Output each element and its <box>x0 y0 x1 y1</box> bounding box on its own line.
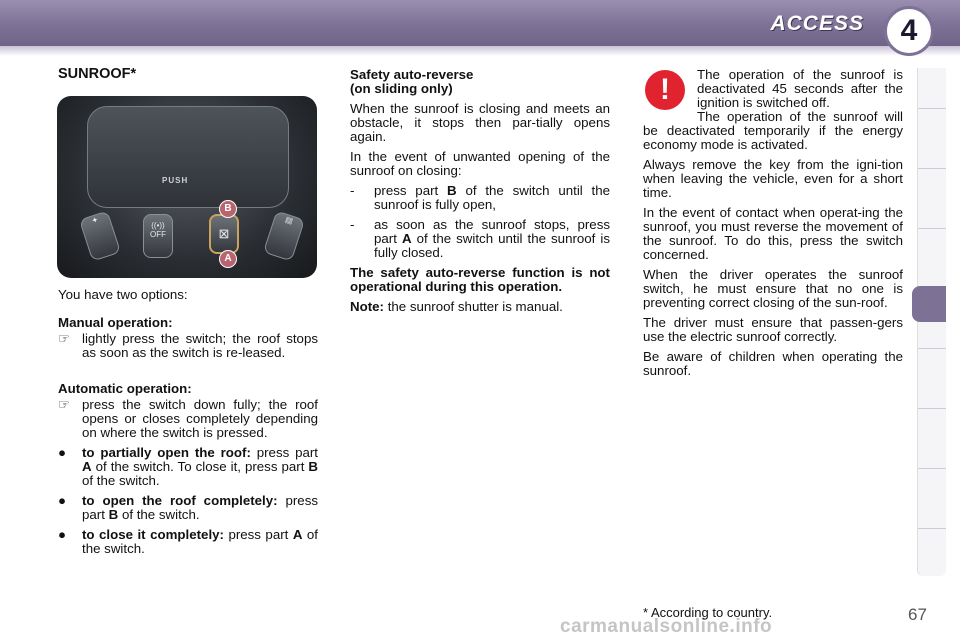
part-letter: B <box>447 183 457 198</box>
paragraph: The driver must ensure that passen-gers use the electric sunroof correctly. <box>643 315 903 344</box>
item-text: of the switch until the sunroof is fully open, <box>374 183 611 212</box>
sidebar-tab-divider <box>918 348 946 349</box>
note-paragraph <box>350 300 610 314</box>
item-text: press part <box>256 445 318 460</box>
header-divider <box>0 46 960 56</box>
marker-b: B <box>219 200 237 218</box>
page-number: 67 <box>908 605 927 624</box>
item-label: to close it completely: <box>82 527 224 542</box>
sidebar-tab-divider <box>918 228 946 229</box>
alarm-off-switch <box>143 214 173 258</box>
automatic-bullet-text: press the switch down fully; the roof opens or closes completely depending on where the switch is pressed. <box>82 397 318 440</box>
note-label: Note: <box>350 299 384 314</box>
bullet-dot-icon: ● <box>58 493 67 508</box>
right-column-top <box>697 68 903 114</box>
left-column <box>58 288 318 562</box>
push-label: PUSH <box>162 176 189 185</box>
warning-exclamation-icon: ! <box>645 70 685 110</box>
manual-heading: Manual operation: <box>58 315 173 330</box>
list-item <box>58 446 318 488</box>
paragraph: When the driver operates the sunroof switch, he must ensure that no one is preventing correct closing of the sun-roof. <box>643 267 903 310</box>
item-text: press part <box>374 183 439 198</box>
note-text: the sunroof shutter is manual. <box>387 299 563 314</box>
footnote: * According to country. <box>643 605 773 620</box>
sunroof-switch <box>209 214 239 254</box>
options-intro: You have two options: <box>58 287 188 302</box>
pointing-hand-icon: ☞ <box>58 397 70 412</box>
part-letter: B <box>308 459 318 474</box>
item-text: of the switch until the sunroof is fully closed. <box>374 231 610 260</box>
bullet-dot-icon: ● <box>58 445 67 460</box>
pointing-hand-icon: ☞ <box>58 331 70 346</box>
automatic-heading: Automatic operation: <box>58 381 192 396</box>
automatic-list <box>58 398 318 556</box>
list-item <box>350 184 610 212</box>
list-item <box>58 494 318 522</box>
item-text: as soon as the sunroof stops, press part <box>374 217 610 246</box>
dash-bullet: - <box>350 183 355 198</box>
item-label: to open the roof completely: <box>82 493 278 508</box>
list-item <box>58 332 318 360</box>
manual-bullet-text: lightly press the switch; the roof stops as soon as the switch is re-leased. <box>82 331 318 360</box>
paragraph: In the event of contact when operat-ing the sunroof, you must reverse the movement of the sunroof. To do this, press the switch concerned. <box>643 205 903 262</box>
map-light-switch: ✦ <box>79 210 121 261</box>
middle-column <box>350 68 610 320</box>
item-text: of the switch. <box>82 527 318 556</box>
bold-warning-note: The safety auto-reverse function is not operational during this operation. <box>350 265 610 294</box>
item-label: to partially open the roof: <box>82 445 251 460</box>
chapter-title: ACCESS <box>770 12 864 35</box>
paragraph: Be aware of children when operating the sunroof. <box>643 349 903 378</box>
reading-light-switch: ▤ <box>263 210 305 261</box>
sidebar-tab-divider <box>918 468 946 469</box>
sidebar-active-chapter-tab[interactable] <box>912 286 946 322</box>
off-label: OFF <box>150 230 166 239</box>
chapter-index-sidebar <box>917 68 946 576</box>
right-column <box>643 110 903 384</box>
bullet-dot-icon: ● <box>58 527 67 542</box>
paragraph: The operation of the sunroof is deactivated 45 seconds after the ignition is switched off. <box>697 67 903 110</box>
sunroof-icon: ⊠ <box>218 226 230 241</box>
list-item <box>350 218 610 260</box>
sidebar-tab-divider <box>918 108 946 109</box>
item-text: of the switch. <box>82 473 160 488</box>
watermark: carmanualsonline.info <box>560 616 773 637</box>
heading-line: Safety auto-reverse <box>350 67 474 82</box>
paragraph: In the event of unwanted opening of the sunroof on closing: <box>350 149 610 178</box>
item-text: of the switch. <box>121 507 200 522</box>
item-text: press part <box>82 493 318 522</box>
sidebar-tab-divider <box>918 168 946 169</box>
item-text: press part <box>228 527 289 542</box>
part-letter: B <box>108 507 119 522</box>
paragraph: The operation of the sunroof will be deactivated temporarily if the energy economy mode is activated. <box>643 109 903 152</box>
item-text: of the switch. To close it, press part <box>95 459 305 474</box>
sunroof-switch-photo <box>57 96 317 278</box>
dash-bullet: - <box>350 217 355 232</box>
part-letter: A <box>401 231 412 246</box>
auto-reverse-heading <box>350 68 610 96</box>
ceiling-console <box>87 106 289 208</box>
sidebar-tab-divider <box>918 528 946 529</box>
alarm-icon: ((•)) <box>151 221 165 230</box>
paragraph: Always remove the key from the igni-tion when leaving the vehicle, even for a short time. <box>643 157 903 200</box>
part-letter: A <box>82 459 92 474</box>
manual-list <box>58 332 318 360</box>
list-item <box>58 398 318 440</box>
heading-line: (on sliding only) <box>350 81 453 96</box>
section-title: SUNROOF* <box>58 66 137 82</box>
marker-a: A <box>219 250 237 268</box>
paragraph: When the sunroof is closing and meets an obstacle, it stops then par-tially opens again. <box>350 101 610 144</box>
sidebar-tab-divider <box>918 408 946 409</box>
part-letter: A <box>292 527 303 542</box>
list-item <box>58 528 318 556</box>
chapter-number-badge: 4 <box>884 6 934 56</box>
dash-list <box>350 184 610 260</box>
